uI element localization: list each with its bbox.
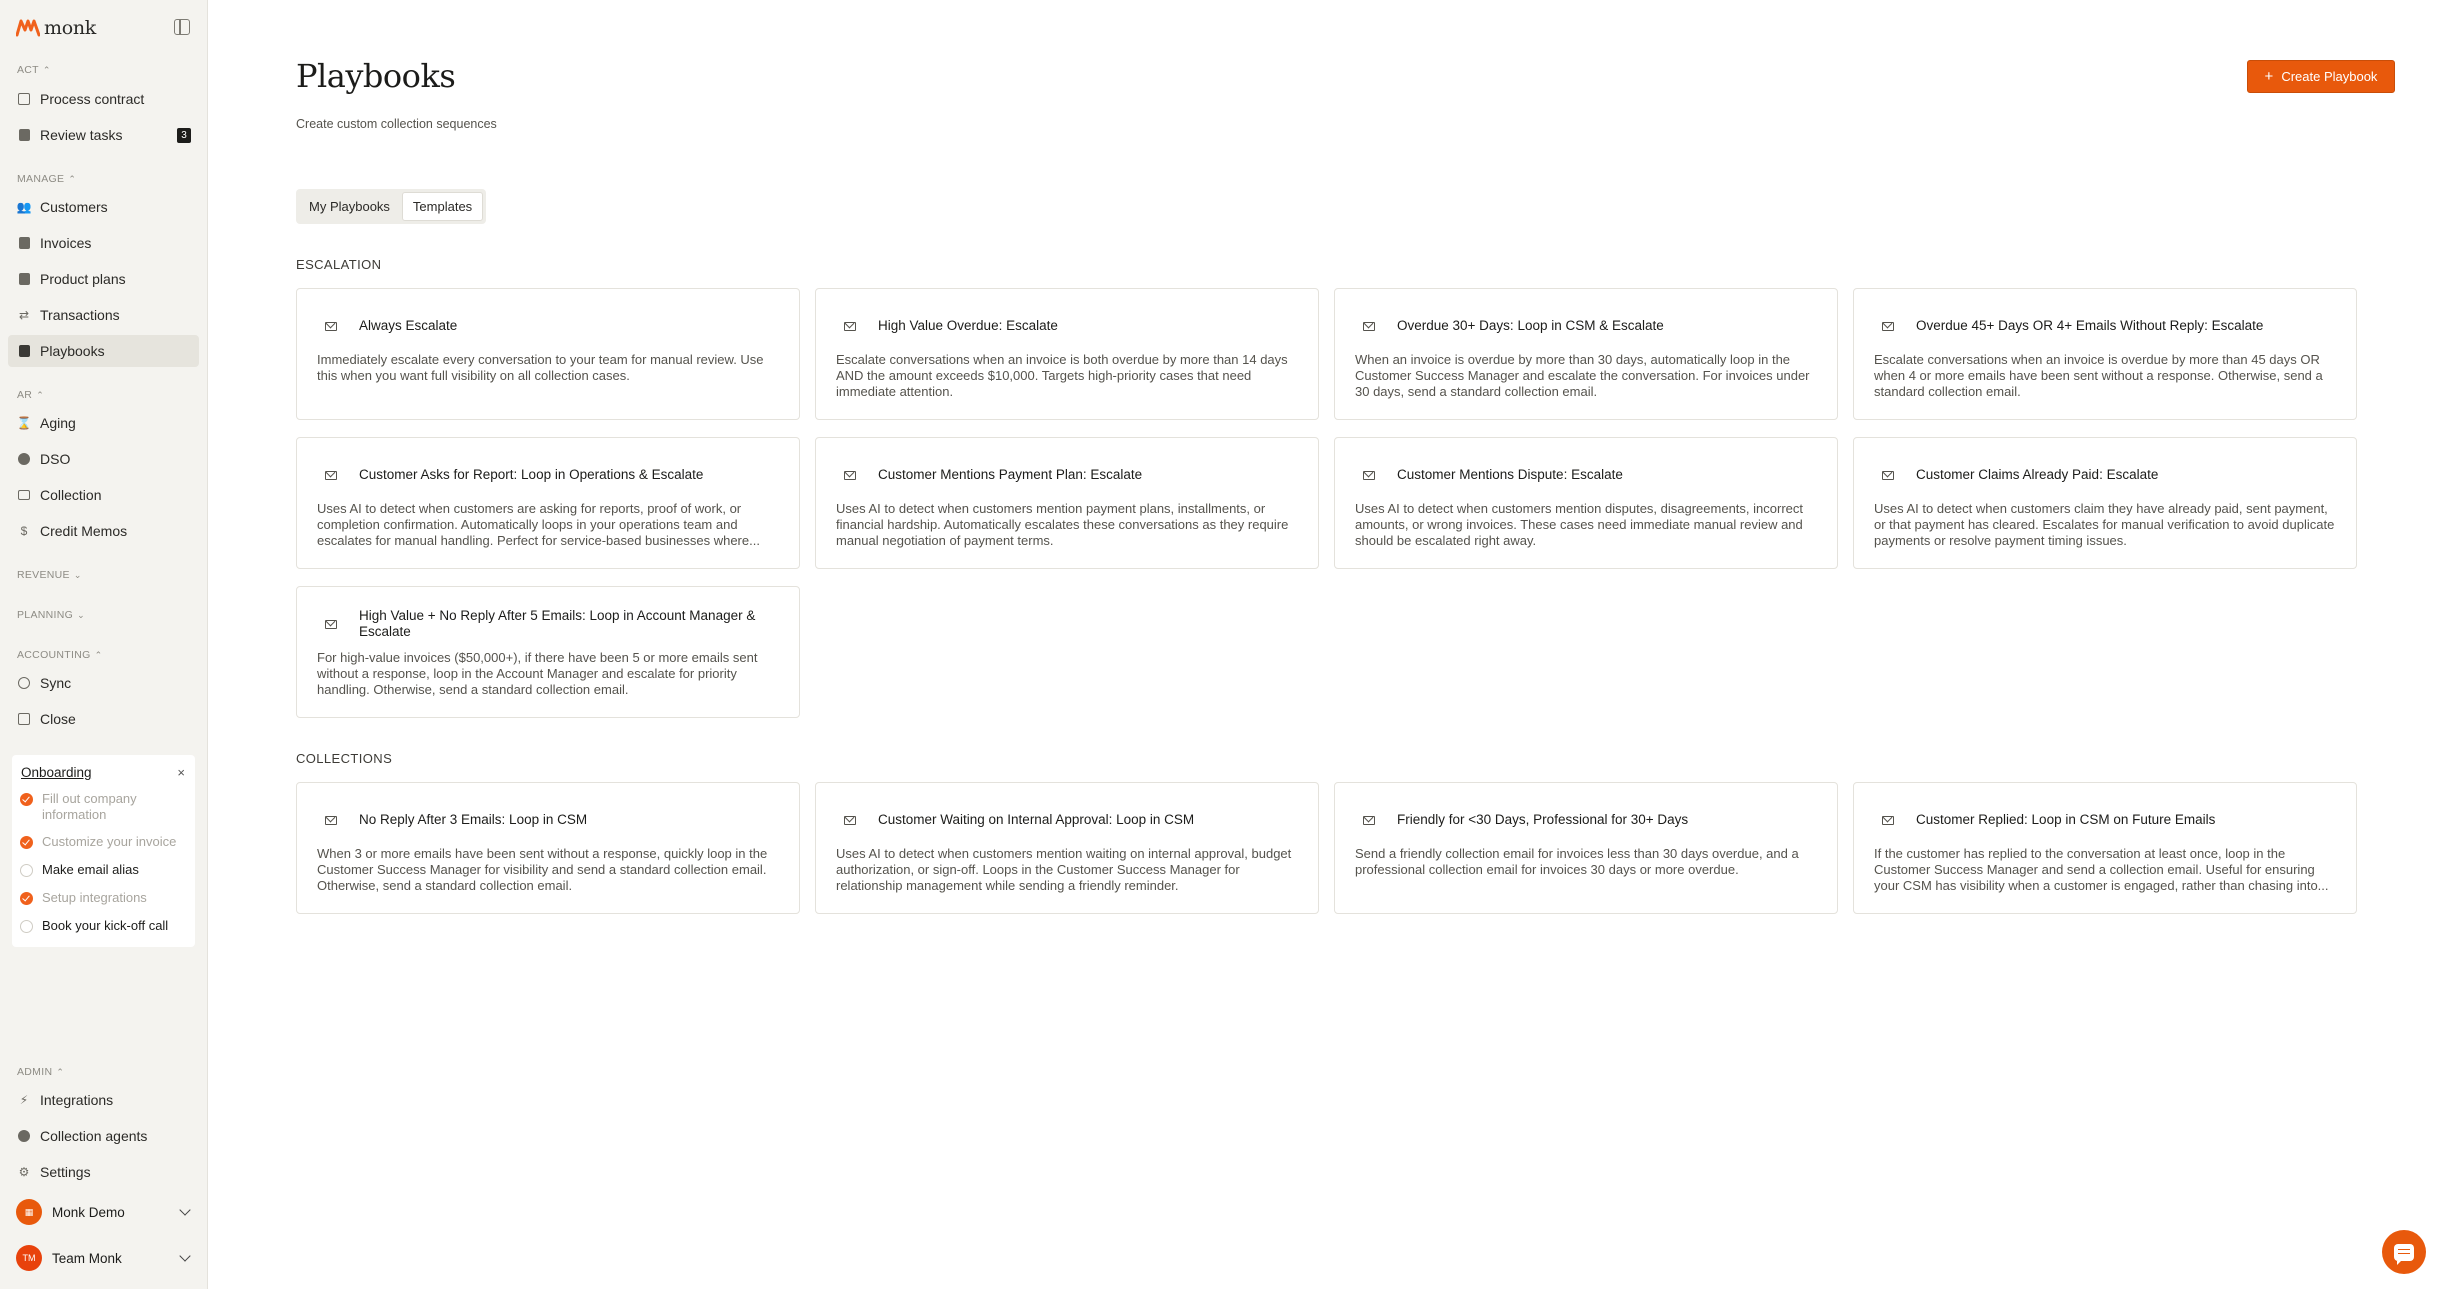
template-description: Send a friendly collection email for invoices less than 30 days overdue, and a professional collection email for invoices 30 days or more overdue. [1355, 846, 1799, 877]
template-card[interactable] [296, 437, 800, 569]
template-card[interactable] [296, 782, 800, 914]
gear-icon: ⚙ [18, 1165, 30, 1179]
onboarding-step[interactable]: Book your kick-off call [20, 918, 190, 934]
main-content [209, 0, 2442, 1289]
chevron-up-icon: ⌃ [68, 173, 77, 184]
template-card[interactable] [1334, 437, 1838, 569]
sidebar-item-review-tasks[interactable]: Review tasks 3 [8, 119, 199, 151]
chat-support-button[interactable] [2382, 1230, 2426, 1274]
section-manage[interactable]: MANAGE ⌃ [17, 173, 77, 185]
building-icon: ▦ [16, 1199, 42, 1225]
onboarding-step[interactable]: Setup integrations [20, 890, 190, 906]
mail-icon [1882, 471, 1894, 480]
page-title: Playbooks [296, 57, 456, 95]
section-admin[interactable]: ADMIN ⌃ [17, 1066, 65, 1078]
template-description: When an invoice is overdue by more than 30 days, automatically loop in the Customer Success Manager and escalate the conversation. For invoices under 30 days, send a standard collection email. [1355, 352, 1810, 399]
tab-templates[interactable]: Templates [402, 192, 483, 221]
sidebar-item-dso[interactable]: DSO [8, 443, 199, 475]
template-description: When 3 or more emails have been sent without a response, quickly loop in the Customer Success Manager for visibility and send a standard collection email. Otherwise, send a standard collection email. [317, 846, 768, 893]
mail-icon [17, 488, 31, 502]
mail-icon [1363, 471, 1375, 480]
chevron-down-icon: ⌄ [73, 569, 82, 580]
chevron-up-icon: ⌃ [36, 389, 45, 400]
mail-icon [325, 471, 337, 480]
mail-icon [1363, 816, 1375, 825]
template-description: For high-value invoices ($50,000+), if there have been 5 or more emails sent without a response, loop in the Account Manager and escalate for priority handling. Otherwise, send a standard collection email. [317, 650, 758, 697]
sidebar-item-playbooks[interactable]: Playbooks [8, 335, 199, 367]
tab-bar [296, 189, 486, 224]
users-icon: 👥 [16, 200, 32, 214]
group-label-escalation: ESCALATION [296, 257, 382, 272]
chevron-down-icon: ⌄ [77, 609, 85, 620]
sidebar-item-integrations[interactable]: ⚡ Integrations [8, 1084, 199, 1116]
group-label-collections: COLLECTIONS [296, 751, 393, 766]
agent-icon [17, 1129, 31, 1143]
template-card[interactable] [1853, 782, 2357, 914]
mail-icon [1882, 816, 1894, 825]
template-description: Escalate conversations when an invoice is overdue by more than 45 days OR when 4 or more emails have been sent without a response. Otherwise, send a standard collection email. [1874, 352, 2323, 399]
timer-icon [17, 452, 31, 466]
template-description: Uses AI to detect when customers mention payment plans, installments, or financial hardship. Automatically escalates these conversations as they require manual negotiation of payment terms. [836, 501, 1289, 548]
sidebar-item-customers[interactable]: 👥 Customers [16, 199, 108, 215]
mail-icon [325, 322, 337, 331]
checkmark-icon [20, 836, 33, 849]
template-title: High Value + No Reply After 5 Emails: Loop in Account Manager & Escalate [359, 608, 756, 639]
sync-icon [17, 676, 31, 690]
sidebar-item-settings[interactable]: ⚙ Settings [18, 1164, 91, 1180]
sidebar-item-close[interactable]: Close [8, 703, 199, 735]
workspace-switcher[interactable]: ▦ Monk Demo [8, 1194, 199, 1230]
template-title: High Value Overdue: Escalate [878, 318, 1058, 333]
onboarding-step[interactable]: Fill out company information [20, 791, 190, 823]
checkmark-icon [20, 793, 33, 806]
template-title: Customer Asks for Report: Loop in Operations & Escalate [359, 467, 704, 482]
onboarding-step[interactable]: Customize your invoice [20, 834, 190, 850]
create-playbook-button[interactable]: + Create Playbook [2247, 60, 2395, 93]
template-title: Customer Mentions Payment Plan: Escalate [878, 467, 1143, 482]
escalation-template-grid [296, 288, 2356, 718]
template-card[interactable] [815, 437, 1319, 569]
sidebar [0, 0, 208, 1289]
checkmark-icon [20, 892, 33, 905]
sidebar-item-collection-agents[interactable]: Collection agents [8, 1120, 199, 1152]
template-title: Customer Mentions Dispute: Escalate [1397, 467, 1623, 482]
template-card[interactable] [1853, 288, 2357, 420]
section-accounting[interactable]: ACCOUNTING ⌃ [17, 649, 103, 661]
sidebar-item-process-contract[interactable]: Process contract [8, 83, 199, 115]
template-card[interactable] [1853, 437, 2357, 569]
empty-circle-icon [20, 920, 33, 933]
mail-icon [1363, 322, 1375, 331]
mail-icon [844, 471, 856, 480]
sidebar-item-transactions[interactable]: ⇄ Transactions [18, 307, 120, 323]
section-planning[interactable]: PLANNING ⌄ [17, 609, 85, 621]
template-card[interactable] [1334, 782, 1838, 914]
collapse-sidebar-icon[interactable] [174, 19, 190, 35]
template-title: Customer Claims Already Paid: Escalate [1916, 467, 2159, 482]
plus-icon: + [2264, 68, 2274, 85]
mail-icon [844, 816, 856, 825]
avatar: TM [16, 1245, 42, 1271]
section-ar[interactable]: AR ⌃ [17, 389, 45, 401]
chevron-up-icon: ⌃ [56, 1066, 65, 1077]
monk-logo-icon [16, 18, 40, 38]
template-description: If the customer has replied to the conversation at least once, loop in the Customer Success Manager and send a collection email. Useful for ensuring your CSM has visibility when a customer is engaged, rather than chasing into... [1874, 846, 2329, 893]
template-description: Uses AI to detect when customers mention disputes, disagreements, incorrect amounts, or wrong invoices. These cases need immediate manual review and should be escalated right away. [1355, 501, 1803, 548]
template-card[interactable] [296, 288, 800, 420]
mail-icon [325, 620, 337, 629]
chevron-up-icon: ⌃ [42, 64, 51, 75]
transactions-icon: ⇄ [18, 308, 30, 322]
template-description: Uses AI to detect when customers claim they have already paid, sent payment, or that payment has cleared. Escalates for manual verification to avoid duplicate payments or resolve payment timing issues. [1874, 501, 2335, 548]
tab-my-playbooks[interactable]: My Playbooks [309, 199, 390, 214]
section-revenue[interactable]: REVENUE ⌄ [17, 569, 82, 581]
dollar-icon: $ [20, 524, 28, 538]
hourglass-icon: ⌛ [16, 416, 32, 430]
integrations-icon: ⚡ [19, 1093, 29, 1107]
template-title: Customer Replied: Loop in CSM on Future Emails [1916, 812, 2216, 827]
template-description: Uses AI to detect when customers are asking for reports, proof of work, or completion confirmation. Automatically loops in your operations team and escalates for manual handling. Perfect for service-based businesses where... [317, 501, 760, 548]
chevron-down-icon [179, 1204, 190, 1215]
team-switcher[interactable]: TM Team Monk [8, 1240, 199, 1276]
sidebar-item-aging[interactable]: ⌛ Aging [16, 415, 76, 431]
invoice-icon [17, 236, 31, 250]
template-card[interactable] [296, 586, 800, 718]
onboarding-card [12, 755, 195, 947]
template-description: Immediately escalate every conversation to your team for manual review. Use this when you want full visibility on all collection cases. [317, 352, 764, 383]
mail-icon [1882, 322, 1894, 331]
section-act[interactable]: ACT ⌃ [17, 64, 51, 76]
template-card[interactable] [1334, 288, 1838, 420]
store-icon [17, 272, 31, 286]
template-description: Uses AI to detect when customers mention waiting on internal approval, budget authorization, or sign-off. Loops in the Customer Success Manager for relationship management while sending a friendly reminder. [836, 846, 1292, 893]
template-card[interactable] [815, 782, 1319, 914]
mail-icon [325, 816, 337, 825]
chat-icon [2394, 1244, 2414, 1261]
template-title: Overdue 30+ Days: Loop in CSM & Escalate [1397, 318, 1664, 333]
template-card[interactable] [815, 288, 1319, 420]
sidebar-item-product-plans[interactable]: Product plans [8, 263, 199, 295]
template-description: Escalate conversations when an invoice is both overdue by more than 14 days AND the amount exceeds $10,000. Targets high-priority cases that need immediate attention. [836, 352, 1288, 399]
close-icon[interactable]: × [177, 765, 185, 780]
brand[interactable] [16, 16, 96, 40]
inbox-icon [17, 128, 31, 142]
empty-circle-icon [20, 864, 33, 877]
chevron-up-icon: ⌃ [94, 649, 103, 660]
template-title: Friendly for <30 Days, Professional for 30+ Days [1397, 812, 1689, 827]
template-title: Overdue 45+ Days OR 4+ Emails Without Reply: Escalate [1916, 318, 2264, 333]
template-title: Customer Waiting on Internal Approval: Loop in CSM [878, 812, 1195, 827]
collections-template-grid [296, 782, 2356, 914]
onboarding-title[interactable]: Onboarding [21, 765, 92, 780]
brand-name: monk [44, 17, 97, 39]
sidebar-item-collection[interactable]: Collection [8, 479, 199, 511]
scan-icon [17, 92, 31, 106]
sidebar-item-invoices[interactable]: Invoices [8, 227, 199, 259]
template-title: No Reply After 3 Emails: Loop in CSM [359, 812, 588, 827]
page-subtitle: Create custom collection sequences [296, 117, 497, 131]
sidebar-item-credit-memos[interactable]: $ Credit Memos [8, 515, 199, 547]
sidebar-item-sync[interactable]: Sync [8, 667, 199, 699]
chevron-down-icon [179, 1250, 190, 1261]
mail-icon [844, 322, 856, 331]
book-icon [17, 344, 31, 358]
calendar-icon [17, 712, 31, 726]
onboarding-step[interactable]: Make email alias [20, 862, 190, 878]
review-tasks-count-badge: 3 [177, 128, 191, 143]
template-title: Always Escalate [359, 318, 458, 333]
